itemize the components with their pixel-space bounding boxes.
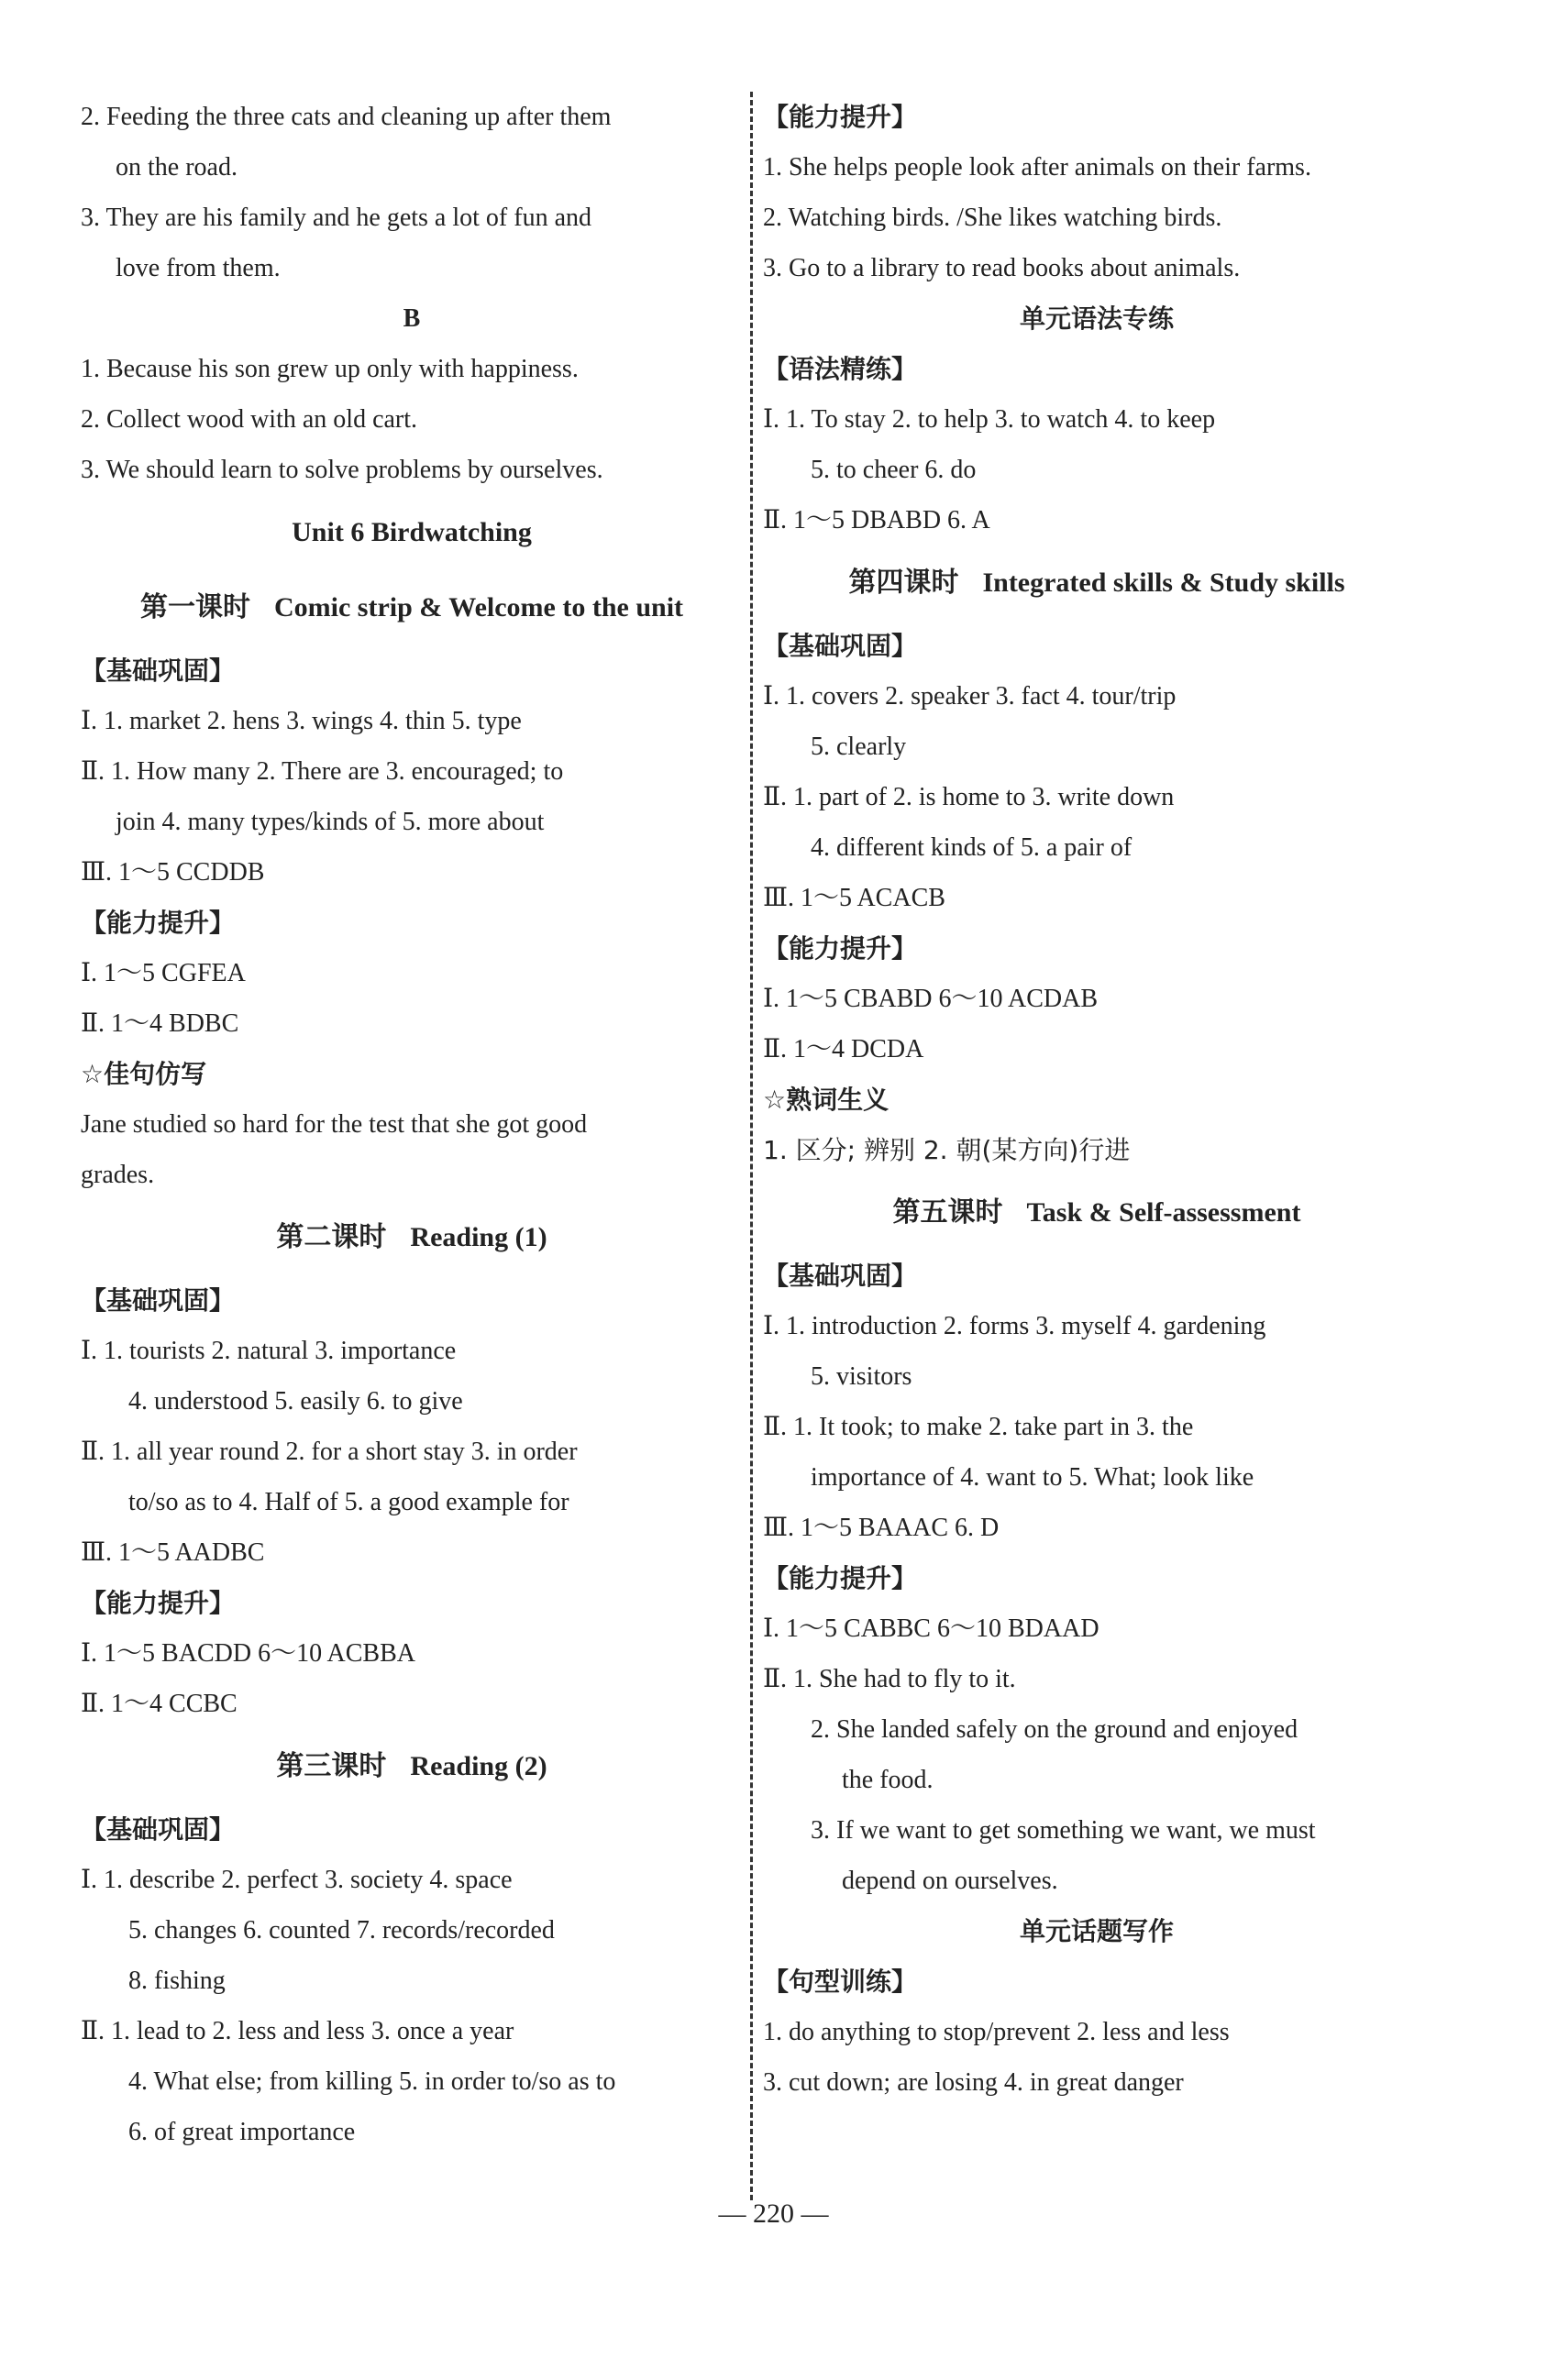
answer-line: Ⅰ. 1. introduction 2. forms 3. myself 4. gardening bbox=[763, 1312, 1266, 1340]
left-column bbox=[81, 92, 743, 2157]
answer-line: 1. She helps people look after animals on their farms. bbox=[763, 153, 1311, 182]
lesson-title: Integrated skills & Study skills bbox=[982, 567, 1345, 598]
lesson-title: Reading (2) bbox=[410, 1751, 547, 1781]
lesson-number: 第二课时 bbox=[276, 1221, 387, 1253]
answer-line: 2. Collect wood with an old cart. bbox=[81, 405, 418, 434]
section-tag: 【能力提升】 bbox=[81, 1588, 236, 1618]
answer-line: Ⅰ. 1. tourists 2. natural 3. importance bbox=[81, 1337, 457, 1365]
answer-line: 5. clearly bbox=[811, 733, 907, 761]
lesson-heading bbox=[81, 570, 743, 645]
answer-line: 2. She landed safely on the ground and enjoyed bbox=[811, 1715, 1298, 1744]
answer-line: 3. Go to a library to read books about animals. bbox=[763, 254, 1241, 282]
lesson-number: 第一课时 bbox=[139, 591, 250, 623]
star-section-title: ☆熟词生义 bbox=[763, 1085, 890, 1115]
answer-line: on the road. bbox=[116, 153, 238, 182]
answer-line: Ⅱ. 1～4 DCDA bbox=[763, 1035, 924, 1063]
section-tag: 【能力提升】 bbox=[763, 1563, 918, 1593]
answer-line: 3. We should learn to solve problems by ourselves. bbox=[81, 456, 603, 484]
answer-line: Ⅲ. 1～5 CCDDB bbox=[81, 858, 265, 887]
section-tag: 【能力提升】 bbox=[763, 933, 918, 964]
answer-line: love from them. bbox=[116, 254, 281, 282]
answer-line: join 4. many types/kinds of 5. more about bbox=[116, 808, 545, 836]
answer-line: to/so as to 4. Half of 5. a good example for bbox=[128, 1488, 569, 1516]
answer-line: Ⅲ. 1～5 BAAAC 6. D bbox=[763, 1514, 1000, 1542]
answer-line: Ⅲ. 1～5 AADBC bbox=[81, 1538, 265, 1567]
lesson-title: Reading (1) bbox=[410, 1222, 547, 1252]
writing-section-title: 单元话题写作 bbox=[1019, 1916, 1174, 1946]
lesson-number: 第五课时 bbox=[892, 1196, 1003, 1229]
section-tag: 【语法精练】 bbox=[763, 354, 918, 384]
answer-line: the food. bbox=[842, 1766, 934, 1794]
answer-line: 4. understood 5. easily 6. to give bbox=[128, 1387, 463, 1416]
answer-line: 3. If we want to get something we want, we must bbox=[811, 1816, 1316, 1845]
answer-line: Ⅰ. 1. describe 2. perfect 3. society 4. space bbox=[81, 1866, 513, 1894]
lesson-heading bbox=[81, 1200, 743, 1275]
answer-line: 2. Feeding the three cats and cleaning up after them bbox=[81, 103, 612, 131]
section-tag: 【句型训练】 bbox=[763, 1967, 918, 1997]
answer-line: Ⅱ. 1. She had to fly to it. bbox=[763, 1665, 1016, 1693]
section-tag: 【能力提升】 bbox=[763, 102, 918, 132]
column-divider bbox=[750, 92, 753, 2200]
answer-line: importance of 4. want to 5. What; look like bbox=[811, 1463, 1254, 1492]
answer-line: Ⅱ. 1. It took; to make 2. take part in 3. the bbox=[763, 1413, 1194, 1441]
section-tag: 【能力提升】 bbox=[81, 908, 236, 938]
answer-line: Ⅱ. 1. lead to 2. less and less 3. once a year bbox=[81, 2017, 514, 2045]
lesson-heading bbox=[763, 1175, 1431, 1251]
answer-line: grades. bbox=[81, 1161, 155, 1189]
answer-line: depend on ourselves. bbox=[842, 1867, 1058, 1895]
answer-line: 1. Because his son grew up only with happiness. bbox=[81, 355, 579, 383]
answer-line: Ⅱ. 1. part of 2. is home to 3. write down bbox=[763, 783, 1175, 811]
answer-line: Ⅰ. 1～5 CABBC 6～10 BDAAD bbox=[763, 1614, 1099, 1643]
answer-line: 1. do anything to stop/prevent 2. less and less bbox=[763, 2018, 1230, 2046]
answer-line: Ⅰ. 1～5 CBABD 6～10 ACDAB bbox=[763, 985, 1098, 1013]
lesson-number: 第三课时 bbox=[276, 1750, 387, 1782]
answer-line: 1. 区分; 辨别 2. 朝(某方向)行进 bbox=[763, 1135, 1131, 1165]
section-tag: 【基础巩固】 bbox=[81, 1814, 236, 1845]
answer-line: 8. fishing bbox=[128, 1967, 226, 1995]
lesson-number: 第四课时 bbox=[848, 567, 959, 599]
answer-line: Ⅱ. 1～5 DBABD 6. A bbox=[763, 506, 990, 534]
answer-line: Ⅱ. 1. all year round 2. for a short stay 3. in order bbox=[81, 1438, 578, 1466]
section-tag: 【基础巩固】 bbox=[763, 631, 918, 661]
answer-line: Ⅲ. 1～5 ACACB bbox=[763, 884, 945, 912]
answer-line: Ⅱ. 1～4 BDBC bbox=[81, 1009, 239, 1038]
answer-line: Ⅰ. 1. To stay 2. to help 3. to watch 4. to keep bbox=[763, 405, 1216, 434]
unit-title: Unit 6 Birdwatching bbox=[292, 517, 532, 547]
section-tag: 【基础巩固】 bbox=[81, 1285, 236, 1316]
section-heading-b: B bbox=[403, 304, 421, 333]
answer-line: Ⅱ. 1. How many 2. There are 3. encouraged; to bbox=[81, 757, 564, 786]
answer-line: Ⅰ. 1. market 2. hens 3. wings 4. thin 5. type bbox=[81, 707, 522, 735]
answer-line: 2. Watching birds. /She likes watching birds. bbox=[763, 204, 1222, 232]
answer-line: 5. changes 6. counted 7. records/recorded bbox=[128, 1916, 555, 1945]
right-column bbox=[763, 92, 1431, 2108]
page-number: — 220 — bbox=[718, 2198, 829, 2229]
section-tag: 【基础巩固】 bbox=[763, 1261, 918, 1291]
answer-line: 5. visitors bbox=[811, 1362, 912, 1391]
section-tag: 【基础巩固】 bbox=[81, 656, 236, 686]
answer-line: 6. of great importance bbox=[128, 2118, 356, 2146]
answer-line: Ⅰ. 1. covers 2. speaker 3. fact 4. tour/trip bbox=[763, 682, 1177, 711]
lesson-heading bbox=[763, 545, 1431, 621]
answer-line: 4. different kinds of 5. a pair of bbox=[811, 833, 1133, 862]
lesson-title: Comic strip & Welcome to the unit bbox=[273, 592, 684, 623]
star-section-title: ☆佳句仿写 bbox=[81, 1059, 207, 1089]
answer-line: 5. to cheer 6. do bbox=[811, 456, 977, 484]
lesson-title: Task & Self-assessment bbox=[1026, 1197, 1301, 1228]
lesson-heading bbox=[81, 1729, 743, 1804]
answer-line: 3. They are his family and he gets a lot of fun and bbox=[81, 204, 591, 232]
answer-line: Ⅱ. 1～4 CCBC bbox=[81, 1690, 238, 1718]
answer-line: Ⅰ. 1～5 CGFEA bbox=[81, 959, 246, 987]
answer-line: 3. cut down; are losing 4. in great danger bbox=[763, 2068, 1184, 2097]
answer-line: 4. What else; from killing 5. in order to/so as to bbox=[128, 2067, 616, 2096]
answer-line: Ⅰ. 1～5 BACDD 6～10 ACBBA bbox=[81, 1639, 415, 1668]
answer-line: Jane studied so hard for the test that she got good bbox=[81, 1110, 588, 1139]
grammar-section-title: 单元语法专练 bbox=[1019, 303, 1174, 334]
